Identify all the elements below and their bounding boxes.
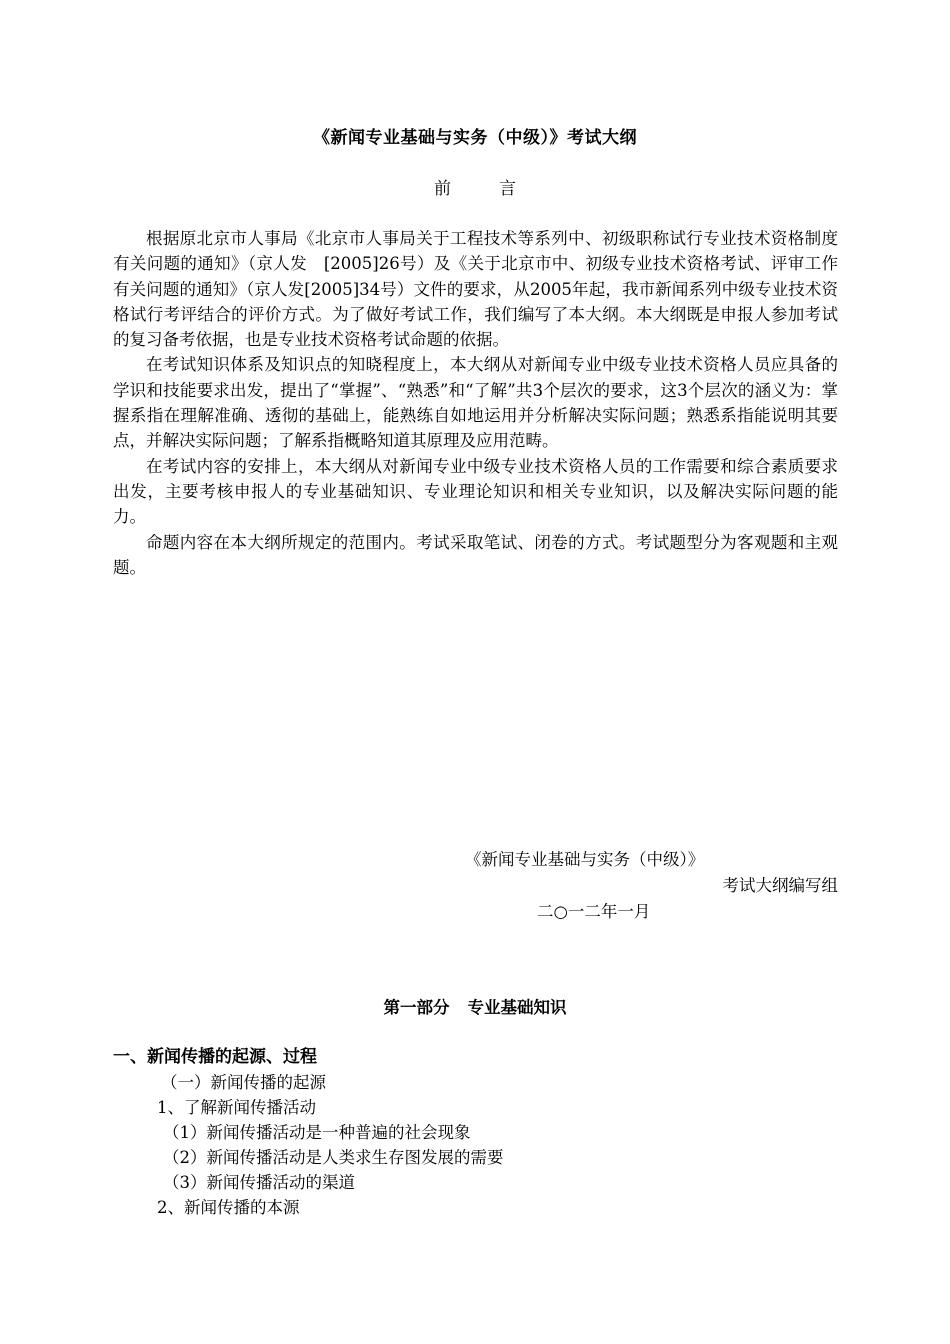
outline-item-2: 2、新闻传播的本源 [157,1198,300,1217]
outline-item-1: 1、了解新闻传播活动 [157,1098,316,1117]
outline-item-1-2: （2）新闻传播活动是人类求生存图发展的需要 [163,1148,504,1167]
outline-section-1: 一、新闻传播的起源、过程 [113,1047,317,1067]
preface-heading-char-1: 前 [434,179,451,199]
preface-paragraph-3: 在考试内容的安排上，本大纲从对新闻专业中级专业技术资格人员的工作需要和综合素质要求出发，主要考核申报人的专业基础知识、专业理论知识和相关专业知识，以及解决实际问题的能力。 [113,456,838,527]
preface-heading [0,177,950,201]
outline [113,1045,838,1220]
outline-subsection-1: （一）新闻传播的起源 [161,1073,326,1092]
preface-heading-char-2: 言 [499,179,516,199]
preface-paragraph-2: 在考试知识体系及知识点的知晓程度上，本大纲从对新闻专业中级专业技术资格人员应具备的学识和技能要求出发，提出了“掌握”、“熟悉”和“了解”共3个层次的要求，这3个层次的涵义为：掌握系指在理解准确、透彻的基础上，能熟练自如地运用并分析解决实际问题；熟悉系指能说明其要点，并解决实际问题；了解系指概略知道其原理及应用范畴。 [113,355,838,451]
signature-date: 二○一二年一月 [537,902,651,921]
signature-author: 考试大纲编写组 [722,876,838,895]
document-title: 《新闻专业基础与实务（中级）》考试大纲 [313,128,637,148]
outline-item-1-1: （1）新闻传播活动是一种普遍的社会现象 [163,1123,471,1142]
part-heading [0,996,950,1020]
outline-item-1-3: （3）新闻传播活动的渠道 [163,1173,355,1192]
part-title: 专业基础知识 [467,998,567,1017]
preface-body [113,226,838,580]
signature-book-title: 《新闻专业基础与实务（中级）》 [465,850,705,869]
preface-paragraph-4: 命题内容在本大纲所规定的范围内。考试采取笔试、闭卷的方式。考试题型分为客观题和主观题。 [113,532,838,577]
signature-block [113,847,838,925]
preface-paragraph-1: 根据原北京市人事局《北京市人事局关于工程技术等系列中、初级职称试行专业技术资格制度有关问题的通知》（京人发 [2005]26号）及《关于北京市中、初级专业技术资格考试、评审工作有关问题的通知》（京人发[2005]34号）文件的要求，从2005年起，我市新闻系列中级专业技术资格试行考评结合的评价方式。为了做好考试工作，我们编写了本大纲。本大纲既是申报人参加考试的复习备考依据，也是专业技术资格考试命题的依据。 [113,229,838,350]
part-number: 第一部分 [383,998,450,1017]
